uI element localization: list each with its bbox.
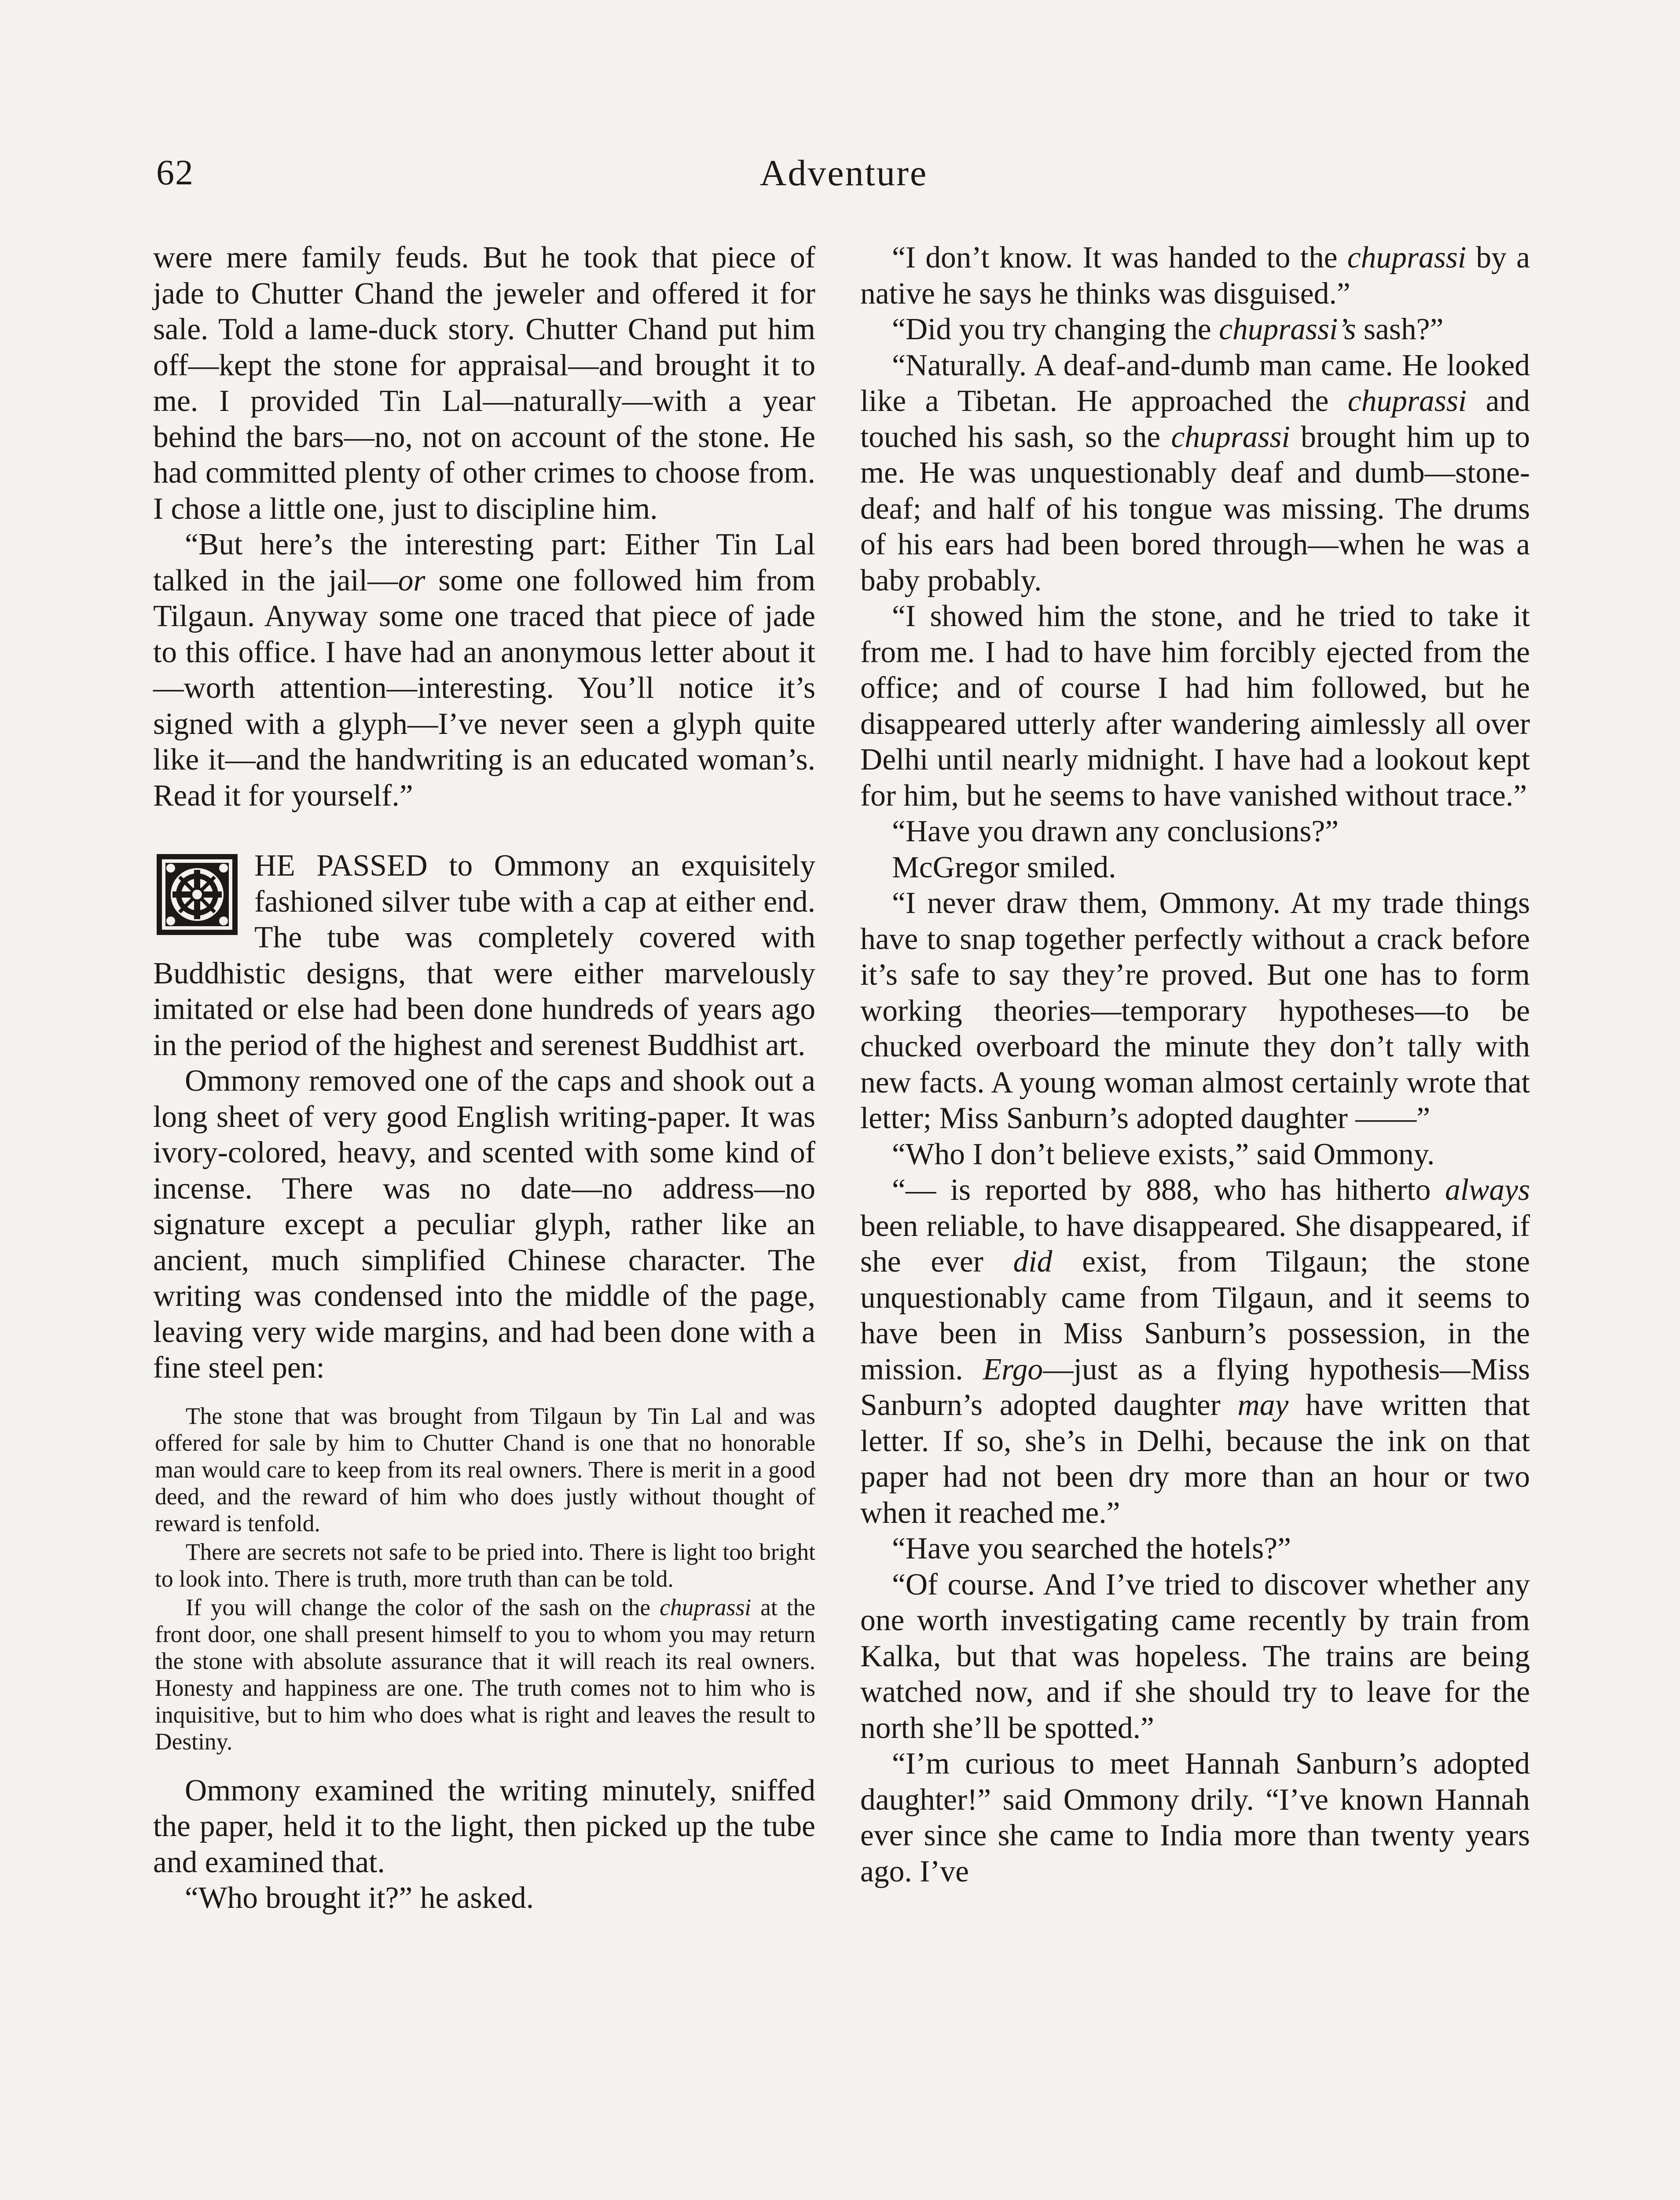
paragraph: “Who brought it?” he asked. — [185, 1881, 534, 1915]
knotwork-ornament-icon — [153, 851, 241, 939]
letter-paragraph: There are secrets not safe to be pried into. There is light too bright to look into. There is truth, more truth than can be told. — [155, 1538, 815, 1592]
paragraph: “— is reported by 888, who has hitherto always been reliable, to have disappeared. She disappeared, if she ever did exist, from Tilgaun; the stone unquestionably came from Tilgaun, and it seems to have been in Miss Sanburn’s possession, in the mission. Ergo—just as a flying hypothesis—Miss Sanburn’s adopted daughter may have written that letter. If so, she’s in Delhi, because the ink on that paper had not been dry more than an hour or two when it reached me.” — [860, 1173, 1530, 1530]
right-column — [860, 240, 1530, 1889]
section-break — [153, 814, 815, 848]
paragraph: McGregor smiled. — [892, 850, 1116, 884]
left-column — [153, 240, 815, 1916]
page-header — [156, 152, 1531, 205]
paragraph: “I never draw them, Ommony. At my trade things have to snap together perfectly without a crack before it’s safe to say they’re proved. But one has to form working theories—temporary hypotheses—to be chucked overboard the minute they don’t tally with new facts. A young woman almost certainly wrote that letter; Miss Sanburn’s adopted daughter ——” — [860, 886, 1530, 1135]
paragraph: “Did you try changing the chuprassi’s sash?” — [892, 312, 1444, 346]
paragraph: “Of course. And I’ve tried to discover whether any one worth investigating came recently by train from Kalka, but that was hopeless. The trains are being watched now, and if she should try to leave for the north she’ll be spotted.” — [860, 1567, 1530, 1745]
section-opening — [153, 848, 815, 1063]
paragraph: “Who I don’t believe exists,” said Ommony. — [892, 1137, 1435, 1171]
letter-paragraph: If you will change the color of the sash on the chuprassi at the front door, one shall present himself to you to whom you may return the stone with absolute assurance that it will reach its real owners. Honesty and happiness are one. The truth comes not to him who is inquisitive, but to him who does what is right and leaves the result to Destiny. — [155, 1594, 815, 1755]
paragraph: “Have you searched the hotels?” — [892, 1532, 1291, 1566]
paragraph: Ommony removed one of the caps and shook out a long sheet of very good English writing-paper. It was ivory-colored, heavy, and scented with some kind of incense. There was no date—no address—no signature except a peculiar glyph, rather like an ancient, much simplified Chinese character. The writing was condensed into the middle of the page, leaving very wide margins, and had been done with a fine steel pen: — [153, 1064, 815, 1385]
quoted-letter — [153, 1403, 815, 1755]
page-number: 62 — [156, 152, 194, 192]
letter-paragraph: The stone that was brought from Tilgaun by Tin Lal and was offered for sale by him to Chutter Chand is one that no honorable man would care to keep from its real owners. There is merit in a good deed, and the reward of him who does justly without thought of reward is tenfold. — [155, 1402, 815, 1536]
running-title: Adventure — [759, 153, 928, 194]
paragraph: “I showed him the stone, and he tried to take it from me. I had to have him forcibly ejected from the office; and of course I had him followed, but he disappeared utterly after wandering aimlessly all over Delhi until nearly midnight. I have had a lookout kept for him, but he seems to have vanished without trace.” — [860, 599, 1530, 813]
paragraph: “Have you drawn any conclusions?” — [892, 814, 1339, 848]
paragraph: “Naturally. A deaf-and-dumb man came. He looked like a Tibetan. He approached the chuprassi and touched his sash, so the chuprassi brought him up to me. He was unquestionably deaf and dumb—stone-deaf; and half of his tongue was missing. The drums of his ears had been bored through—when he was a baby probably. — [860, 348, 1530, 598]
paragraph: “But here’s the interesting part: Either Tin Lal talked in the jail—or some one followed him from Tilgaun. Anyway some one traced that piece of jade to this office. I have had an anonymous letter about it—worth attention—interesting. You’ll notice it’s signed with a glyph—I’ve never seen a glyph quite like it—and the handwriting is an educated woman’s. Read it for yourself.” — [153, 528, 815, 813]
paragraph: “I don’t know. It was handed to the chuprassi by a native he says he thinks was disguised.” — [860, 241, 1530, 311]
paragraph: “I’m curious to meet Hannah Sanburn’s adopted daughter!” said Ommony drily. “I’ve known Hannah ever since she came to India more than twenty years ago. I’ve — [860, 1747, 1530, 1888]
paragraph: Ommony examined the writing minutely, sniffed the paper, held it to the light, then picked up the tube and examined that. — [153, 1773, 815, 1879]
paragraph: were mere family feuds. But he took that piece of jade to Chutter Chand the jeweler and offered it for sale. Told a lame-duck story. Chutter Chand put him off—kept the stone for appraisal—and brought it to me. I provided Tin Lal—naturally—with a year behind the bars—no, not on account of the stone. He had committed plenty of other crimes to choose from. I chose a little one, just to discipline him. — [153, 241, 815, 526]
paragraph: HE PASSED to Ommony an exquisitely fashioned silver tube with a cap at either end. The tube was completely covered with Buddhistic designs, that were either marvelously imitated or else had been done hundreds of years ago in the period of the highest and serenest Buddhist art. — [153, 849, 815, 1062]
